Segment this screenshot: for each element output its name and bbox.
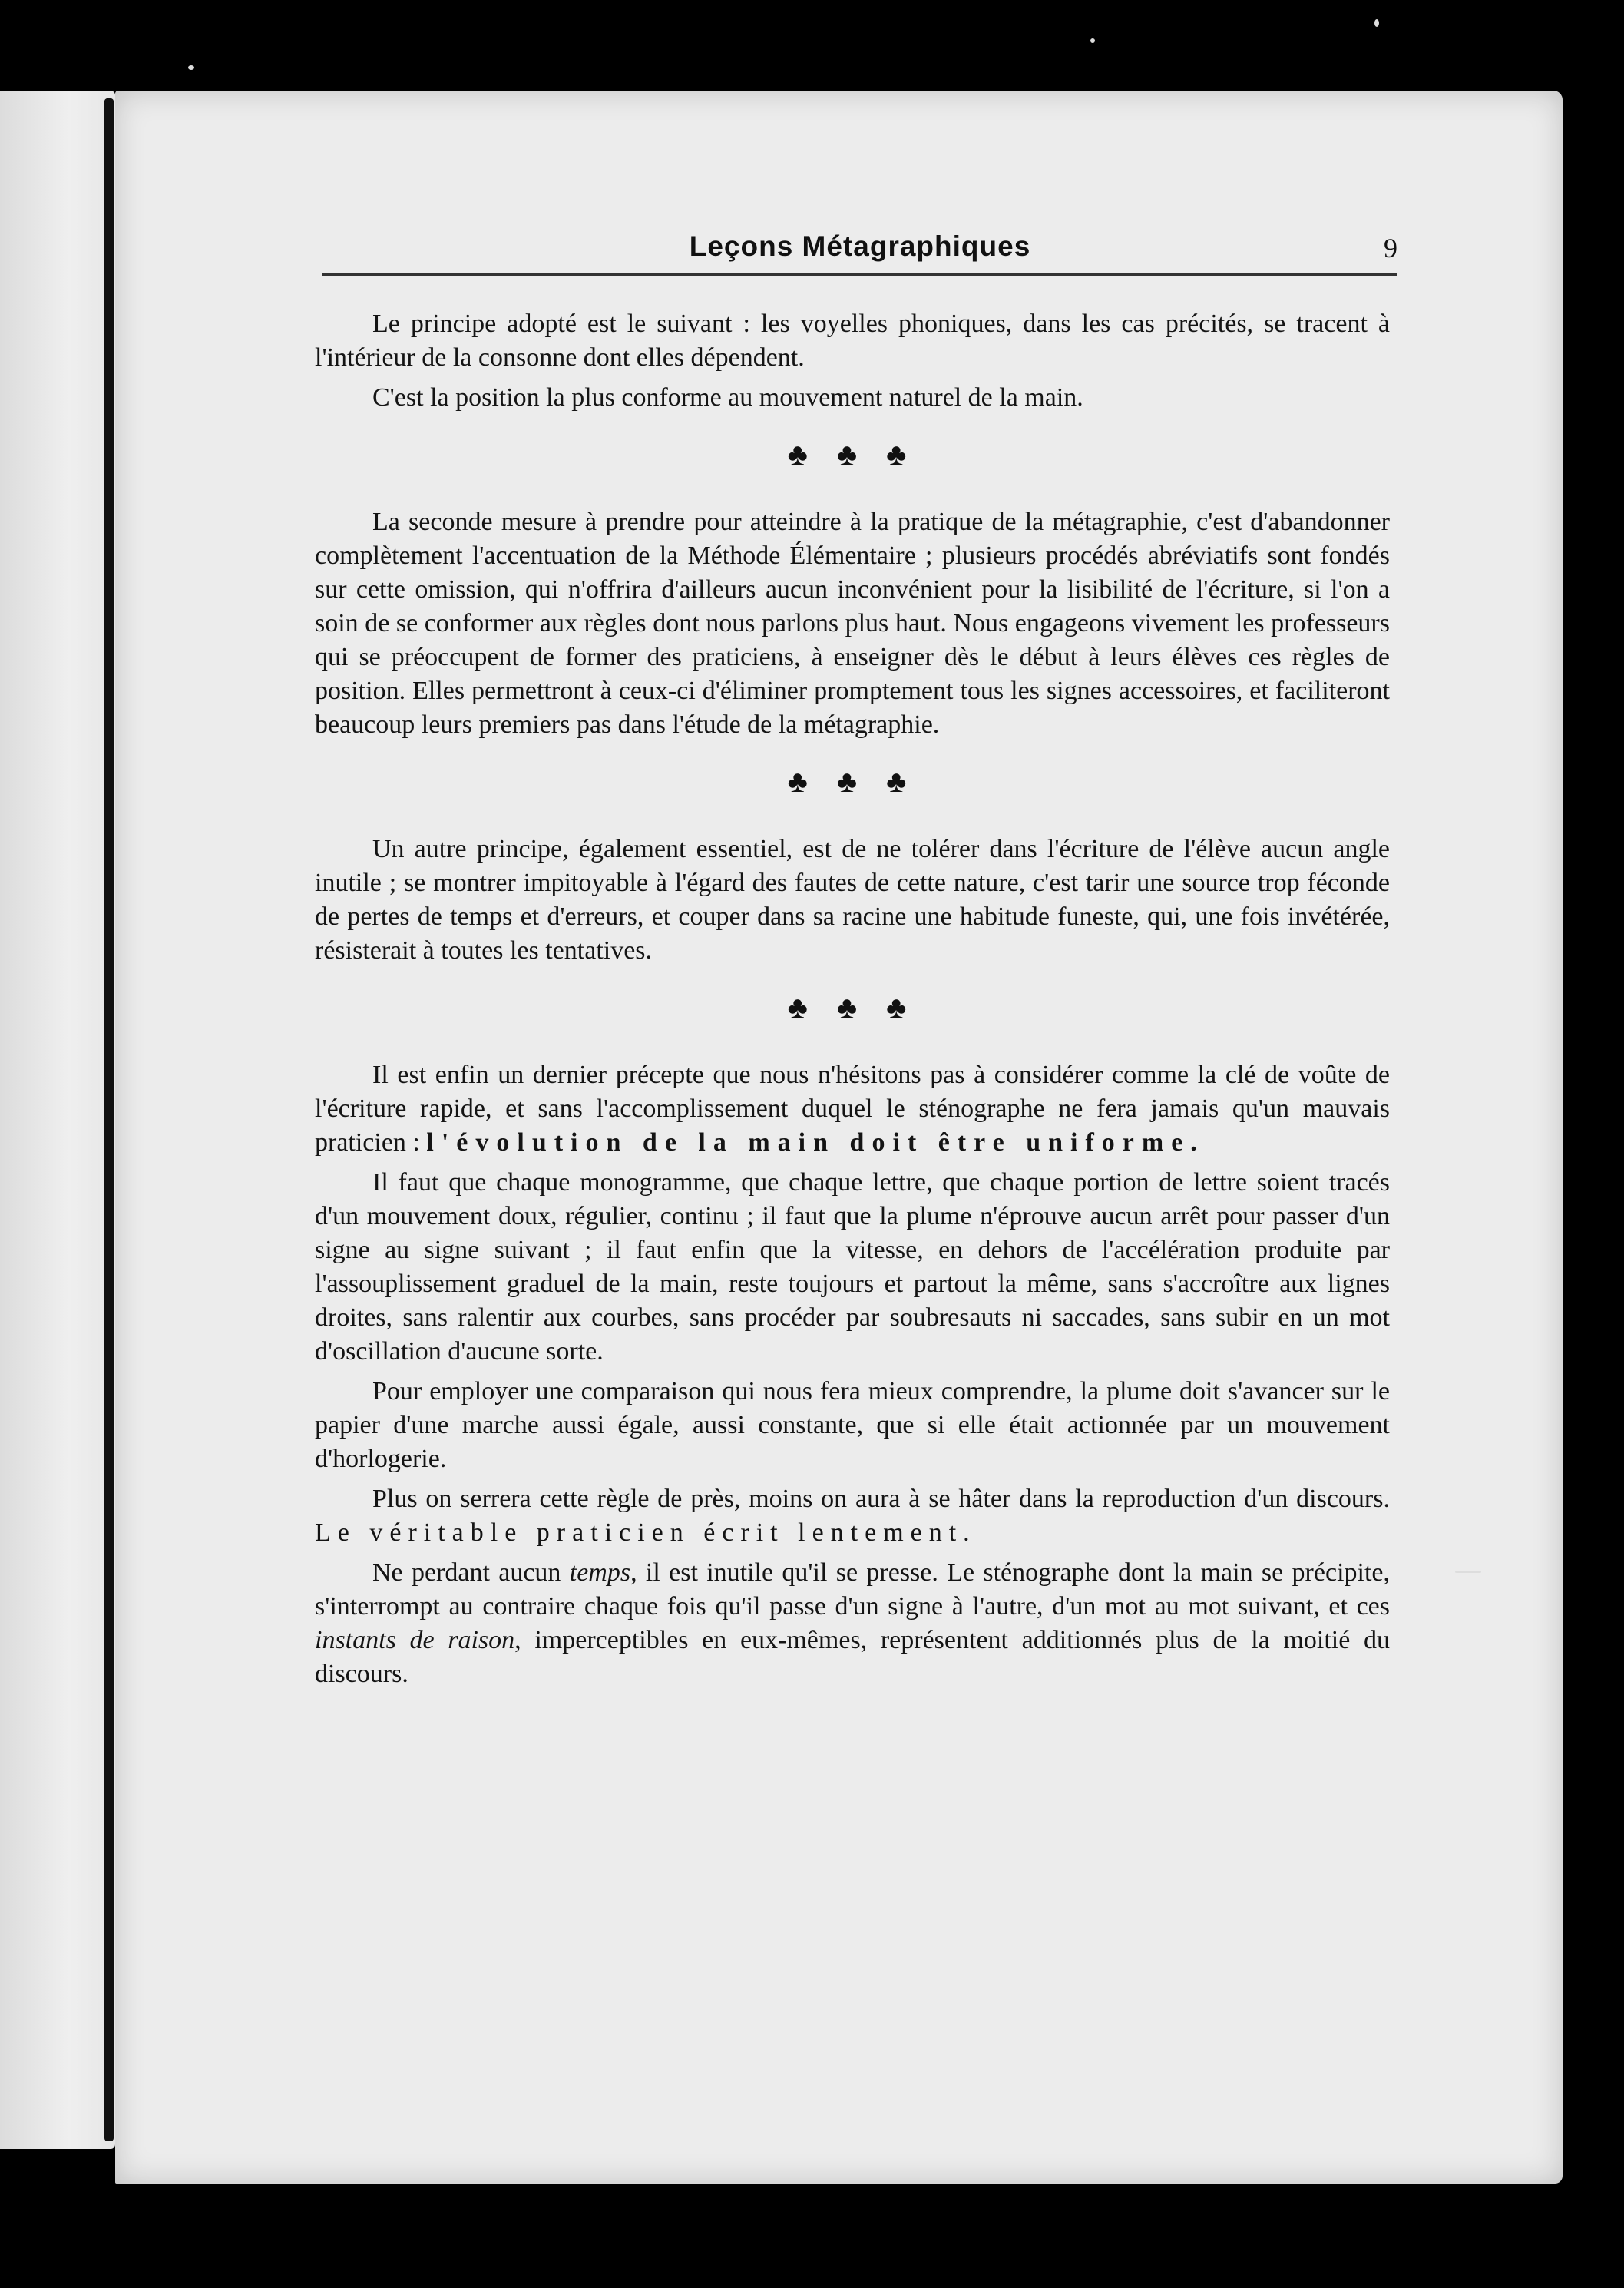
body-text — [315, 307, 1390, 1697]
running-title: Leçons Métagraphiques — [689, 230, 1031, 262]
paragraph-text: Plus on serrera cette règle de près, moins on aura à se hâter dans la reproduction d'un discours. — [372, 1485, 1390, 1513]
facing-page-edge — [0, 91, 115, 2149]
paragraph — [315, 1556, 1390, 1691]
paragraph: Pour employer une comparaison qui nous fera mieux comprendre, la plume doit s'avancer sur le papier d'une marche aussi égale, aussi constante, que si elle était actionnée par un mouvement d'horlogerie. — [315, 1377, 1390, 1473]
paragraph: Un autre principe, également essentiel, est de ne tolérer dans l'écriture de l'élève aucun angle inutile ; se montrer impitoyable à l'égard des fautes de cette nature, c'est tarir une source trop féconde de pertes de temps et d'erreurs, et couper dans sa racine une habitude funeste, qui, une fois invétérée, résisterait à toutes les tentatives. — [315, 835, 1390, 965]
binding-shadow — [104, 98, 114, 2141]
paragraph: C'est la position la plus conforme au mouvement naturel de la main. — [372, 383, 1083, 412]
scan-speck — [1455, 1571, 1481, 1573]
paragraph-text: Il est enfin un dernier précepte que nous n'hésitons pas à considérer comme la clé de voûte de l'écriture rapide, et sans l'accomplissement duquel le sténographe ne fera jamais qu'un mauvais praticien : — [315, 1061, 1390, 1157]
section-ornament: ♣ ♣ ♣ — [787, 764, 918, 799]
scan-speck — [1374, 19, 1379, 27]
paragraph — [315, 1482, 1390, 1550]
section-ornament: ♣ ♣ ♣ — [787, 990, 918, 1025]
page-number: 9 — [1384, 233, 1397, 263]
paragraph: La seconde mesure à prendre pour atteindre à la pratique de la métagraphie, c'est d'abandonner complètement l'accentuation de la Méthode Élémentaire ; plusieurs procédés abréviatifs sont fondés sur cette omission, qui n'offrira d'ailleurs aucun inconvénient pour la lisibilité de l'écriture, si l'on a soin de se conformer aux règles dont nous parlons plus haut. Nous engageons vivement les professeurs qui se préoccupent de former des praticiens, à enseigner dès le début à leurs élèves ces règles de position. Elles permettront à ceux-ci d'éliminer promptement tous les signes accessoires, et faciliteront beaucoup leurs premiers pas dans l'étude de la métagraphie. — [315, 508, 1390, 739]
header-rule — [322, 273, 1397, 276]
paragraph-text: Ne perdant aucun — [372, 1558, 570, 1587]
paragraph-text: , imperceptibles en eux-mêmes, représentent additionnés plus de la moitié du discours. — [315, 1626, 1390, 1688]
page-header — [322, 230, 1397, 276]
paragraph: Il faut que chaque monogramme, que chaque lettre, que chaque portion de lettre soient tracés d'un mouvement doux, régulier, continu ; il faut que la plume n'éprouve aucun arrêt pour passer d'un signe au signe suivant ; il faut enfin que la vitesse, en dehors de l'accélération produite par l'assouplissement graduel de la main, reste toujours et partout la même, sans s'accroître aux lignes droites, sans ralentir aux courbes, sans procéder par soubresauts ni saccades, sans subir en un mot d'oscillation d'aucune sorte. — [315, 1168, 1390, 1366]
italic-text: temps — [569, 1558, 631, 1587]
emphasis-text: Le véritable praticien écrit lentement. — [315, 1518, 977, 1547]
paragraph — [315, 1058, 1390, 1160]
scan-speck — [1090, 38, 1095, 43]
paragraph-text: , il est inutile qu'il se presse. Le sténographe dont la main se précipite, s'interrompt au contraire chaque fois qu'il passe d'un signe à l'autre, d'un mot au mot suivant, et ces — [315, 1558, 1390, 1621]
paragraph: Le principe adopté est le suivant : les voyelles phoniques, dans les cas précités, se tracent à l'intérieur de la consonne dont elles dépendent. — [315, 310, 1390, 372]
emphasis-text: l'évolution de la main doit être uniforme. — [426, 1128, 1205, 1157]
section-ornament: ♣ ♣ ♣ — [787, 437, 918, 472]
italic-text: instants de raison — [315, 1626, 515, 1654]
scan-speck — [188, 65, 194, 70]
